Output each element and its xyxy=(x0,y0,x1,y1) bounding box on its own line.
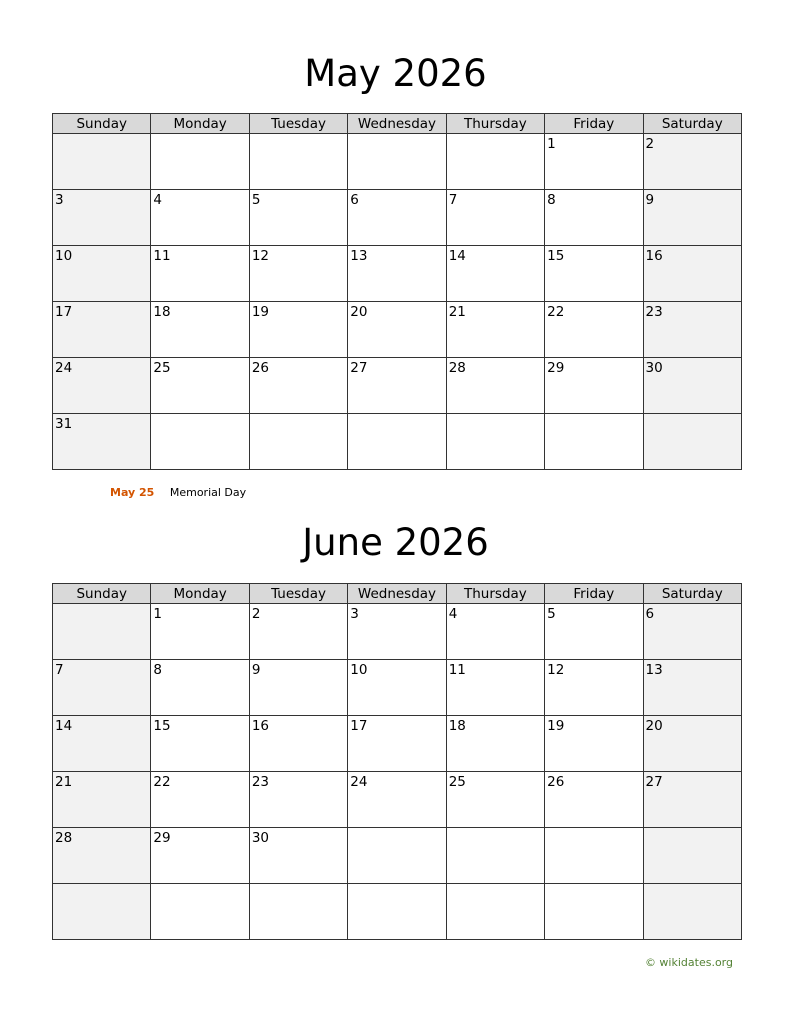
day-cell xyxy=(249,660,347,716)
day-cell xyxy=(53,302,151,358)
day-number: 19 xyxy=(251,304,270,320)
day-number: 26 xyxy=(547,774,565,790)
day-cell xyxy=(151,884,249,940)
day-number: 29 xyxy=(547,360,565,376)
day-cell xyxy=(249,134,347,190)
day-number xyxy=(447,134,544,136)
day-cell xyxy=(151,772,249,828)
day-cell xyxy=(643,302,741,358)
day-cell xyxy=(348,772,446,828)
day-cell xyxy=(545,134,643,190)
weekday-header: Thursday xyxy=(446,584,544,604)
day-cell xyxy=(545,246,643,302)
day-cell xyxy=(446,190,544,246)
weekday-header: Saturday xyxy=(643,114,741,134)
day-number: 3 xyxy=(350,606,359,622)
day-number: 14 xyxy=(448,248,466,264)
weekday-header-row xyxy=(53,114,742,134)
day-number xyxy=(53,604,150,606)
day-cell xyxy=(53,716,151,772)
day-number: 21 xyxy=(448,304,466,320)
day-number: 20 xyxy=(645,718,663,734)
day-cell xyxy=(643,414,741,470)
day-number: 24 xyxy=(350,774,368,790)
day-number: 23 xyxy=(251,774,270,790)
day-number xyxy=(545,414,642,416)
day-number: 1 xyxy=(547,136,556,152)
day-cell xyxy=(53,358,151,414)
day-cell xyxy=(446,358,544,414)
day-number: 27 xyxy=(645,774,663,790)
day-cell xyxy=(53,828,151,884)
holiday-date: May 25 xyxy=(110,486,155,499)
day-number: 29 xyxy=(153,830,171,846)
day-cell xyxy=(53,772,151,828)
day-cell xyxy=(348,190,446,246)
day-cell xyxy=(249,884,347,940)
day-cell xyxy=(545,358,643,414)
day-number xyxy=(348,884,445,886)
day-number: 22 xyxy=(153,774,171,790)
weekday-header: Thursday xyxy=(446,114,544,134)
day-number: 23 xyxy=(645,304,663,320)
day-cell xyxy=(643,358,741,414)
holiday-note xyxy=(110,486,246,499)
day-number: 12 xyxy=(251,248,270,264)
day-cell xyxy=(249,414,347,470)
day-number xyxy=(447,414,544,416)
day-number: 25 xyxy=(153,360,171,376)
day-cell xyxy=(53,134,151,190)
day-number xyxy=(545,828,642,830)
day-number: 30 xyxy=(251,830,270,846)
day-cell xyxy=(446,884,544,940)
day-cell xyxy=(545,604,643,660)
day-number: 25 xyxy=(448,774,466,790)
day-cell xyxy=(348,716,446,772)
weekday-header: Monday xyxy=(151,114,249,134)
day-number: 6 xyxy=(350,192,359,208)
day-cell xyxy=(545,828,643,884)
day-cell xyxy=(348,302,446,358)
day-number xyxy=(53,884,150,886)
day-number: 28 xyxy=(55,830,73,846)
day-cell xyxy=(151,828,249,884)
month-title-may: May 2026 xyxy=(304,52,487,95)
weekday-header: Tuesday xyxy=(249,114,347,134)
day-cell xyxy=(348,828,446,884)
day-cell xyxy=(249,604,347,660)
day-cell xyxy=(446,772,544,828)
day-number: 18 xyxy=(448,718,466,734)
calendar-may-2026 xyxy=(52,113,742,470)
day-cell xyxy=(249,246,347,302)
day-cell xyxy=(348,246,446,302)
day-cell xyxy=(249,828,347,884)
day-number: 2 xyxy=(645,136,655,152)
day-cell xyxy=(249,772,347,828)
day-number: 7 xyxy=(448,192,458,208)
holiday-name: Memorial Day xyxy=(169,486,247,499)
day-number xyxy=(348,134,445,136)
day-cell xyxy=(53,246,151,302)
day-cell xyxy=(53,604,151,660)
day-cell xyxy=(53,414,151,470)
day-number xyxy=(644,828,741,830)
day-number: 13 xyxy=(350,248,368,264)
day-number: 4 xyxy=(153,192,163,208)
day-cell xyxy=(348,414,446,470)
day-cell xyxy=(53,190,151,246)
day-cell xyxy=(545,302,643,358)
day-cell xyxy=(446,828,544,884)
day-number: 16 xyxy=(251,718,270,734)
week-row xyxy=(53,190,742,246)
day-number: 8 xyxy=(547,192,556,208)
day-cell xyxy=(643,660,741,716)
weekday-header: Sunday xyxy=(53,114,151,134)
day-cell xyxy=(643,828,741,884)
week-row xyxy=(53,302,742,358)
week-row xyxy=(53,884,742,940)
day-number: 31 xyxy=(55,416,73,432)
day-cell xyxy=(151,190,249,246)
day-number: 14 xyxy=(55,718,73,734)
day-number: 17 xyxy=(55,304,73,320)
day-number: 8 xyxy=(153,662,163,678)
day-number: 3 xyxy=(55,192,64,208)
day-cell xyxy=(545,190,643,246)
day-number xyxy=(348,828,445,830)
day-cell xyxy=(249,716,347,772)
weekday-header: Tuesday xyxy=(249,584,347,604)
day-cell xyxy=(446,302,544,358)
day-number xyxy=(447,884,544,886)
day-number: 2 xyxy=(251,606,261,622)
week-row xyxy=(53,246,742,302)
day-number: 27 xyxy=(350,360,368,376)
day-cell xyxy=(249,358,347,414)
day-number: 26 xyxy=(251,360,270,376)
day-cell xyxy=(249,190,347,246)
week-row xyxy=(53,772,742,828)
day-cell xyxy=(53,660,151,716)
day-cell xyxy=(348,884,446,940)
day-number xyxy=(644,414,741,416)
day-number xyxy=(53,134,150,136)
day-number: 10 xyxy=(350,662,368,678)
day-cell xyxy=(643,884,741,940)
day-number xyxy=(250,414,347,416)
day-number: 17 xyxy=(350,718,368,734)
day-cell xyxy=(151,134,249,190)
day-cell xyxy=(53,884,151,940)
day-number xyxy=(250,884,347,886)
month-title-june: June 2026 xyxy=(302,521,489,564)
day-cell xyxy=(545,660,643,716)
week-row xyxy=(53,828,742,884)
day-number: 21 xyxy=(55,774,73,790)
weekday-header: Sunday xyxy=(53,584,151,604)
calendar-june-2026 xyxy=(52,583,742,940)
day-cell xyxy=(151,604,249,660)
day-number: 7 xyxy=(55,662,64,678)
week-row xyxy=(53,134,742,190)
day-cell xyxy=(446,716,544,772)
day-cell xyxy=(643,134,741,190)
day-number: 1 xyxy=(153,606,163,622)
day-number: 11 xyxy=(153,248,171,264)
day-number xyxy=(250,134,347,136)
day-cell xyxy=(643,772,741,828)
day-cell xyxy=(249,302,347,358)
day-number: 22 xyxy=(547,304,565,320)
weekday-header: Wednesday xyxy=(348,114,446,134)
day-cell xyxy=(446,604,544,660)
day-cell xyxy=(151,302,249,358)
day-number: 5 xyxy=(251,192,261,208)
day-cell xyxy=(151,246,249,302)
day-number xyxy=(447,828,544,830)
day-number: 16 xyxy=(645,248,663,264)
week-row xyxy=(53,604,742,660)
day-cell xyxy=(348,604,446,660)
day-number xyxy=(151,884,248,886)
day-number xyxy=(151,134,248,136)
day-number: 15 xyxy=(547,248,565,264)
weekday-header: Monday xyxy=(151,584,249,604)
day-number xyxy=(348,414,445,416)
day-cell xyxy=(348,660,446,716)
day-cell xyxy=(151,414,249,470)
day-cell xyxy=(151,660,249,716)
day-number: 6 xyxy=(645,606,655,622)
day-cell xyxy=(446,660,544,716)
day-number xyxy=(644,884,741,886)
day-number: 5 xyxy=(547,606,556,622)
day-cell xyxy=(446,414,544,470)
day-cell xyxy=(643,190,741,246)
day-number: 20 xyxy=(350,304,368,320)
week-row xyxy=(53,660,742,716)
day-cell xyxy=(545,772,643,828)
day-number: 24 xyxy=(55,360,73,376)
weekday-header: Friday xyxy=(545,114,643,134)
day-number xyxy=(151,414,248,416)
day-cell xyxy=(545,414,643,470)
day-cell xyxy=(348,134,446,190)
day-cell xyxy=(643,604,741,660)
day-cell xyxy=(545,884,643,940)
week-row xyxy=(53,358,742,414)
day-number: 4 xyxy=(448,606,458,622)
week-row xyxy=(53,414,742,470)
footer-credit[interactable]: © wikidates.org xyxy=(644,956,733,969)
day-number: 19 xyxy=(547,718,565,734)
weekday-header: Wednesday xyxy=(348,584,446,604)
day-number xyxy=(545,884,642,886)
day-number: 18 xyxy=(153,304,171,320)
day-number: 30 xyxy=(645,360,663,376)
day-number: 13 xyxy=(645,662,663,678)
weekday-header: Saturday xyxy=(643,584,741,604)
weekday-header: Friday xyxy=(545,584,643,604)
day-number: 9 xyxy=(251,662,261,678)
weekday-header-row xyxy=(53,584,742,604)
day-number: 11 xyxy=(448,662,466,678)
day-number: 10 xyxy=(55,248,73,264)
day-number: 15 xyxy=(153,718,171,734)
day-cell xyxy=(643,716,741,772)
day-cell xyxy=(545,716,643,772)
week-row xyxy=(53,716,742,772)
day-cell xyxy=(643,246,741,302)
day-cell xyxy=(446,134,544,190)
day-cell xyxy=(348,358,446,414)
day-number: 28 xyxy=(448,360,466,376)
day-number: 12 xyxy=(547,662,565,678)
day-cell xyxy=(446,246,544,302)
day-cell xyxy=(151,358,249,414)
day-number: 9 xyxy=(645,192,655,208)
day-cell xyxy=(151,716,249,772)
